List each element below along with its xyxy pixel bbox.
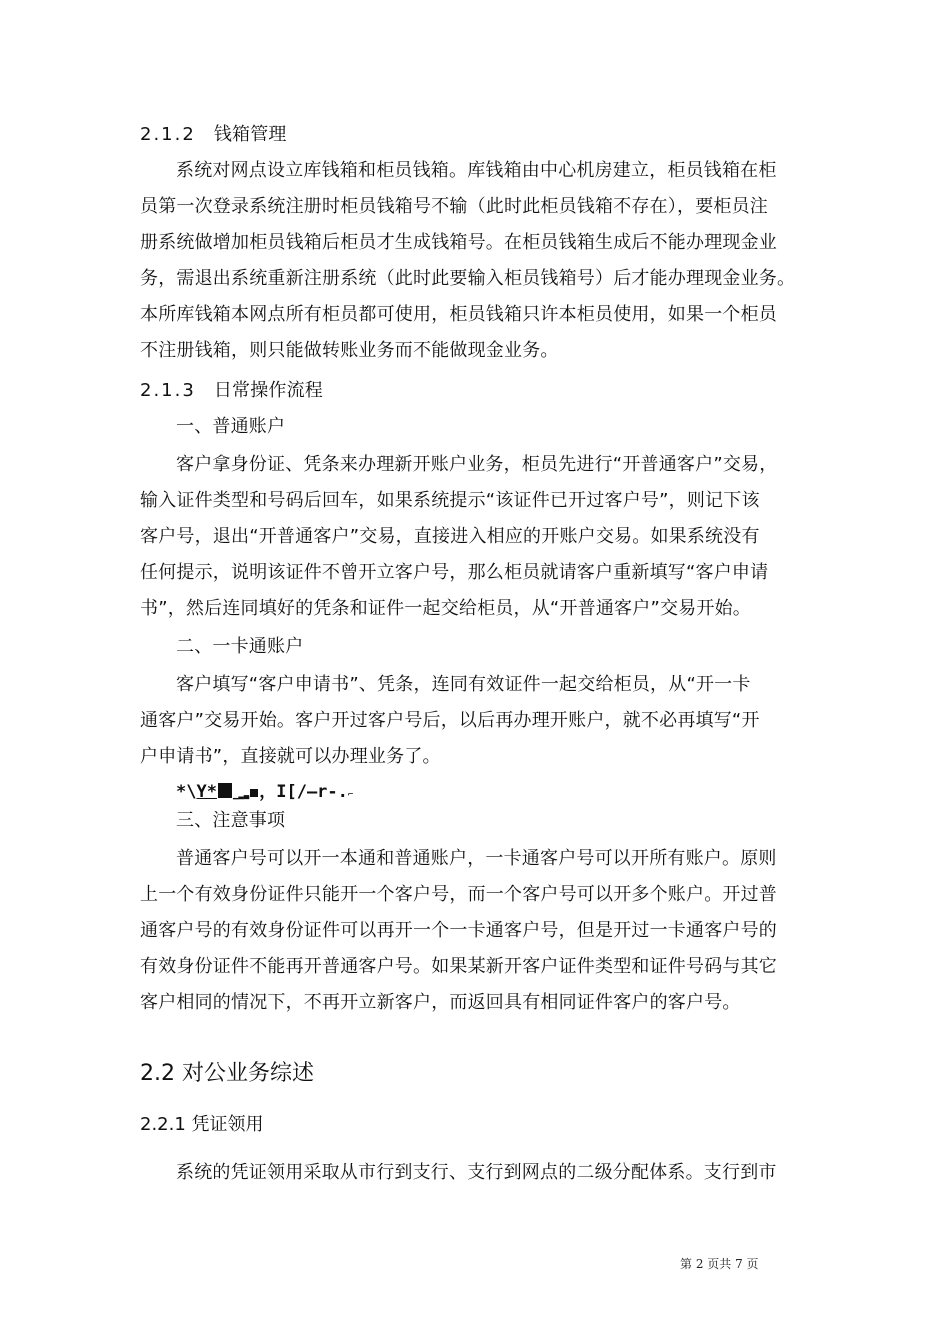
paragraph-line: 输入证件类型和号码后回车，如果系统提示“该证件已开过客户号”，则记下该: [140, 490, 760, 511]
paragraph-line: 客户号，退出“开普通客户”交易，直接进入相应的开账户交易。如果系统没有: [140, 526, 760, 547]
subsection-title: 二、一卡通账户: [176, 636, 304, 657]
smudge-mark: ▁▂▃: [232, 790, 250, 800]
paragraph-line: 户申请书”，直接就可以办理业务了。: [140, 746, 441, 767]
redaction-block-small: [250, 789, 258, 797]
section-title: 日常操作流程: [213, 380, 324, 401]
paragraph-line: 普通客户号可以开一本通和普通账户，一卡通客户号可以开所有账户。原则: [176, 848, 777, 869]
section-heading-2-1-2: [140, 124, 287, 146]
paragraph-line: 有效身份证件不能再开普通客户号。如果某新开客户证件类型和证件号码与其它: [140, 956, 777, 977]
section-number: 2.1.3: [140, 380, 196, 401]
paragraph-line: 系统对网点设立库钱箱和柜员钱箱。库钱箱由中心机房建立，柜员钱箱在柜: [176, 160, 777, 181]
paragraph-line: 客户拿身份证、凭条来办理新开账户业务，柜员先进行“开普通客户”交易，: [176, 454, 778, 475]
paragraph-line: 任何提示，说明该证件不曾开立客户号，那么柜员就请客户重新填写“客户申请: [140, 562, 769, 583]
garbled-fragment-underlined: Y*: [196, 782, 217, 802]
section-heading-2-2-1: 2.2.1 凭证领用: [140, 1114, 264, 1135]
garbled-text-line: [176, 781, 353, 806]
garbled-fragment: ，I[/—r-.: [259, 782, 348, 802]
paragraph-line: 员第一次登录系统注册时柜员钱箱号不输（此时此柜员钱箱不存在），要柜员注: [140, 196, 768, 217]
page-footer: 第 2 页共 7 页: [680, 1257, 759, 1271]
redaction-block: [218, 783, 232, 798]
subsection-title: 三、注意事项: [176, 810, 286, 831]
section-heading-2-2: 2.2 对公业务综述: [140, 1061, 314, 1086]
paragraph-line: 书”，然后连同填好的凭条和证件一起交给柜员，从“开普通客户”交易开始。: [140, 598, 751, 619]
paragraph-line: 册系统做增加柜员钱箱后柜员才生成钱箱号。在柜员钱箱生成后不能办理现金业: [140, 232, 777, 253]
paragraph-line: 系统的凭证领用采取从市行到支行、支行到网点的二级分配体系。支行到市: [176, 1162, 777, 1183]
paragraph-line: 客户填写“客户申请书”、凭条，连同有效证件一起交给柜员，从“开一卡: [176, 674, 751, 695]
paragraph-line: 务，需退出系统重新注册系统（此时此要输入柜员钱箱号）后才能办理现金业务。: [140, 268, 796, 289]
paragraph-line: 通客户号的有效身份证件可以再开一个一卡通客户号，但是开过一卡通客户号的: [140, 920, 777, 941]
paragraph-line: 不注册钱箱，则只能做转账业务而不能做现金业务。: [140, 340, 559, 361]
section-heading-2-1-3: [140, 380, 323, 402]
paragraph-line: 客户相同的情况下，不再开立新客户，而返回具有相同证件客户的客户号。: [140, 992, 741, 1013]
smudge-mark: ⌐: [347, 790, 354, 800]
paragraph-line: 上一个有效身份证件只能开一个客户号，而一个客户号可以开多个账户。开过普: [140, 884, 777, 905]
paragraph-line: 本所库钱箱本网点所有柜员都可使用，柜员钱箱只许本柜员使用，如果一个柜员: [140, 304, 777, 325]
subsection-title: 一、普通账户: [176, 416, 286, 437]
garbled-fragment: *\: [176, 782, 197, 802]
section-title: 钱箱管理: [213, 124, 287, 145]
section-number: 2.1.2: [140, 124, 196, 145]
paragraph-line: 通客户”交易开始。客户开过客户号后，以后再办理开账户，就不必再填写“开: [140, 710, 760, 731]
